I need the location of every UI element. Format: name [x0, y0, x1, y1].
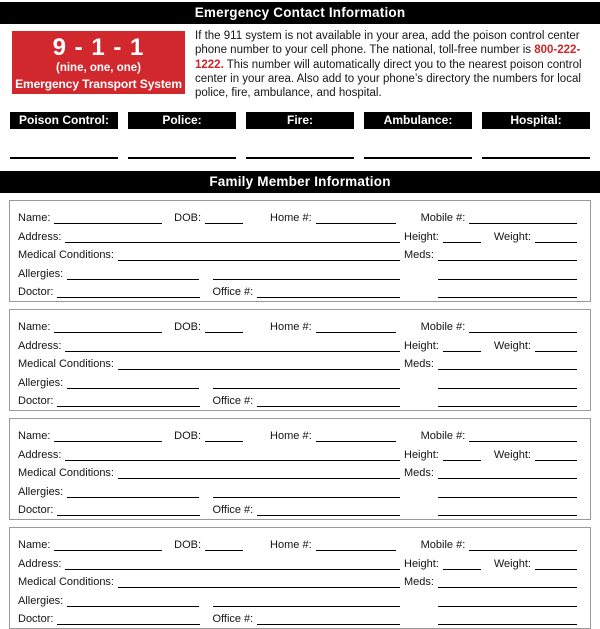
emergency-contacts-write-lines [10, 157, 590, 159]
member-row-name [18, 314, 582, 333]
meds-continued-line[interactable] [438, 377, 577, 389]
meds-continued-line-2[interactable] [438, 504, 577, 516]
fire-label: Fire: [246, 112, 354, 129]
office-phone-label: Office #: [212, 613, 254, 626]
member-row-allergies [18, 261, 582, 280]
home-phone-label: Home #: [270, 539, 312, 552]
address-label: Address: [18, 339, 62, 352]
allergies-line[interactable] [67, 486, 199, 498]
member-row-address [18, 551, 582, 570]
allergies-label: Allergies: [18, 594, 64, 607]
ambulance-number-line[interactable] [364, 157, 472, 159]
family-member-card [9, 200, 591, 302]
medical-conditions-label: Medical Conditions: [18, 249, 114, 262]
address-label: Address: [18, 557, 62, 570]
weight-line[interactable] [535, 558, 577, 570]
address-label: Address: [18, 230, 62, 243]
meds-continued-line[interactable] [438, 486, 577, 498]
medical-conditions-label: Medical Conditions: [18, 576, 114, 589]
dob-line[interactable] [205, 430, 243, 442]
emergency-contacts-labels [10, 112, 590, 129]
hospital-label: Hospital: [482, 112, 590, 129]
poison-control-number-line[interactable] [10, 157, 118, 159]
member-row-medical [18, 243, 582, 262]
weight-label: Weight: [493, 557, 531, 570]
doctor-label: Doctor: [18, 504, 54, 517]
doctor-line[interactable] [57, 395, 200, 407]
home-phone-line[interactable] [316, 212, 396, 224]
allergies-label: Allergies: [18, 376, 64, 389]
meds-label: Meds: [404, 576, 434, 589]
allergies-label: Allergies: [18, 267, 64, 280]
home-phone-label: Home #: [270, 430, 312, 443]
info-text-before: If the 911 system is not available in your area, add the poison control center phone number to your cell phone. The national, toll-free number is [195, 30, 580, 57]
medical-conditions-label: Medical Conditions: [18, 467, 114, 480]
police-label: Police: [128, 112, 236, 129]
mobile-phone-line[interactable] [469, 430, 577, 442]
office-phone-line[interactable] [257, 613, 400, 625]
medical-conditions-line[interactable] [118, 467, 400, 479]
medical-conditions-line[interactable] [118, 576, 400, 588]
emergency-number: 9 - 1 - 1 [52, 34, 145, 61]
allergies-continued-line[interactable] [213, 486, 400, 498]
member-row-address [18, 224, 582, 243]
name-line[interactable] [54, 321, 162, 333]
weight-line[interactable] [535, 340, 577, 352]
mobile-phone-label: Mobile #: [420, 539, 466, 552]
allergies-continued-line[interactable] [213, 268, 400, 280]
weight-line[interactable] [535, 449, 577, 461]
weight-label: Weight: [493, 448, 531, 461]
name-line[interactable] [54, 430, 162, 442]
name-label: Name: [18, 321, 51, 334]
office-phone-line[interactable] [257, 504, 400, 516]
home-phone-line[interactable] [316, 321, 396, 333]
dob-label: DOB: [174, 212, 202, 225]
poison-control-label: Poison Control: [10, 112, 118, 129]
doctor-line[interactable] [57, 286, 200, 298]
address-line[interactable] [65, 558, 400, 570]
emergency-number-pronunciation: (nine, one, one) [56, 62, 141, 74]
height-label: Height: [404, 230, 439, 243]
weight-label: Weight: [493, 339, 531, 352]
member-row-medical [18, 352, 582, 371]
emergency-contact-header: Emergency Contact Information [0, 2, 600, 24]
mobile-phone-label: Mobile #: [420, 321, 466, 334]
name-label: Name: [18, 430, 51, 443]
address-line[interactable] [65, 449, 400, 461]
family-member-card [9, 527, 591, 629]
meds-line[interactable] [438, 576, 577, 588]
doctor-label: Doctor: [18, 613, 54, 626]
family-member-header: Family Member Information [0, 171, 600, 193]
member-row-medical [18, 570, 582, 589]
meds-continued-line-2[interactable] [438, 395, 577, 407]
dob-label: DOB: [174, 430, 202, 443]
name-line[interactable] [54, 539, 162, 551]
poison-control-phone-number: 800-222-1222. [195, 44, 581, 71]
name-label: Name: [18, 539, 51, 552]
mobile-phone-line[interactable] [469, 539, 577, 551]
doctor-label: Doctor: [18, 395, 54, 408]
doctor-label: Doctor: [18, 286, 54, 299]
allergies-line[interactable] [67, 377, 199, 389]
member-row-name [18, 423, 582, 442]
mobile-phone-line[interactable] [469, 321, 577, 333]
height-label: Height: [404, 339, 439, 352]
allergies-label: Allergies: [18, 485, 64, 498]
medical-conditions-line[interactable] [118, 249, 400, 261]
home-phone-line[interactable] [316, 430, 396, 442]
height-line[interactable] [443, 449, 481, 461]
address-line[interactable] [65, 231, 400, 243]
medical-conditions-line[interactable] [118, 358, 400, 370]
fire-number-line[interactable] [246, 157, 354, 159]
office-phone-label: Office #: [212, 504, 254, 517]
member-row-doctor [18, 498, 582, 517]
poison-control-info-text [195, 29, 593, 100]
allergies-continued-line[interactable] [213, 595, 400, 607]
member-row-allergies [18, 588, 582, 607]
member-row-doctor [18, 280, 582, 299]
emergency-911-box [12, 31, 185, 94]
home-phone-label: Home #: [270, 212, 312, 225]
height-label: Height: [404, 448, 439, 461]
mobile-phone-label: Mobile #: [420, 430, 466, 443]
member-row-name [18, 532, 582, 551]
emergency-911-section [0, 24, 600, 100]
height-label: Height: [404, 557, 439, 570]
address-line[interactable] [65, 340, 400, 352]
meds-line[interactable] [438, 358, 577, 370]
meds-label: Meds: [404, 249, 434, 262]
ambulance-label: Ambulance: [364, 112, 472, 129]
allergies-line[interactable] [67, 595, 199, 607]
mobile-phone-label: Mobile #: [420, 212, 466, 225]
mobile-phone-line[interactable] [469, 212, 577, 224]
dob-label: DOB: [174, 321, 202, 334]
member-row-name [18, 205, 582, 224]
meds-label: Meds: [404, 467, 434, 480]
height-line[interactable] [443, 558, 481, 570]
meds-continued-line-2[interactable] [438, 613, 577, 625]
police-number-line[interactable] [128, 157, 236, 159]
emergency-system-name: Emergency Transport System [15, 77, 182, 91]
dob-line[interactable] [205, 321, 243, 333]
member-row-address [18, 333, 582, 352]
name-line[interactable] [54, 212, 162, 224]
meds-continued-line[interactable] [438, 595, 577, 607]
meds-line[interactable] [438, 249, 577, 261]
member-row-doctor [18, 389, 582, 408]
dob-line[interactable] [205, 539, 243, 551]
info-text-after: This number will automatically direct you to the nearest poison control center in your area. Also add to your phone’s directory the numbers for local police, fire, ambulance, and hospital. [195, 58, 582, 100]
dob-line[interactable] [205, 212, 243, 224]
height-line[interactable] [443, 231, 481, 243]
meds-label: Meds: [404, 358, 434, 371]
weight-line[interactable] [535, 231, 577, 243]
meds-continued-line-2[interactable] [438, 286, 577, 298]
doctor-line[interactable] [57, 613, 200, 625]
office-phone-line[interactable] [257, 286, 400, 298]
weight-label: Weight: [493, 230, 531, 243]
home-phone-label: Home #: [270, 321, 312, 334]
member-row-medical [18, 461, 582, 480]
name-label: Name: [18, 212, 51, 225]
family-member-card [9, 309, 591, 411]
family-members [0, 200, 600, 629]
meds-continued-line[interactable] [438, 268, 577, 280]
office-phone-line[interactable] [257, 395, 400, 407]
office-phone-label: Office #: [212, 286, 254, 299]
allergies-line[interactable] [67, 268, 199, 280]
member-row-address [18, 442, 582, 461]
hospital-number-line[interactable] [482, 157, 590, 159]
height-line[interactable] [443, 340, 481, 352]
medical-conditions-label: Medical Conditions: [18, 358, 114, 371]
meds-line[interactable] [438, 467, 577, 479]
allergies-continued-line[interactable] [213, 377, 400, 389]
office-phone-label: Office #: [212, 395, 254, 408]
address-label: Address: [18, 448, 62, 461]
member-row-allergies [18, 479, 582, 498]
dob-label: DOB: [174, 539, 202, 552]
home-phone-line[interactable] [316, 539, 396, 551]
family-member-card [9, 418, 591, 520]
member-row-allergies [18, 370, 582, 389]
doctor-line[interactable] [57, 504, 200, 516]
